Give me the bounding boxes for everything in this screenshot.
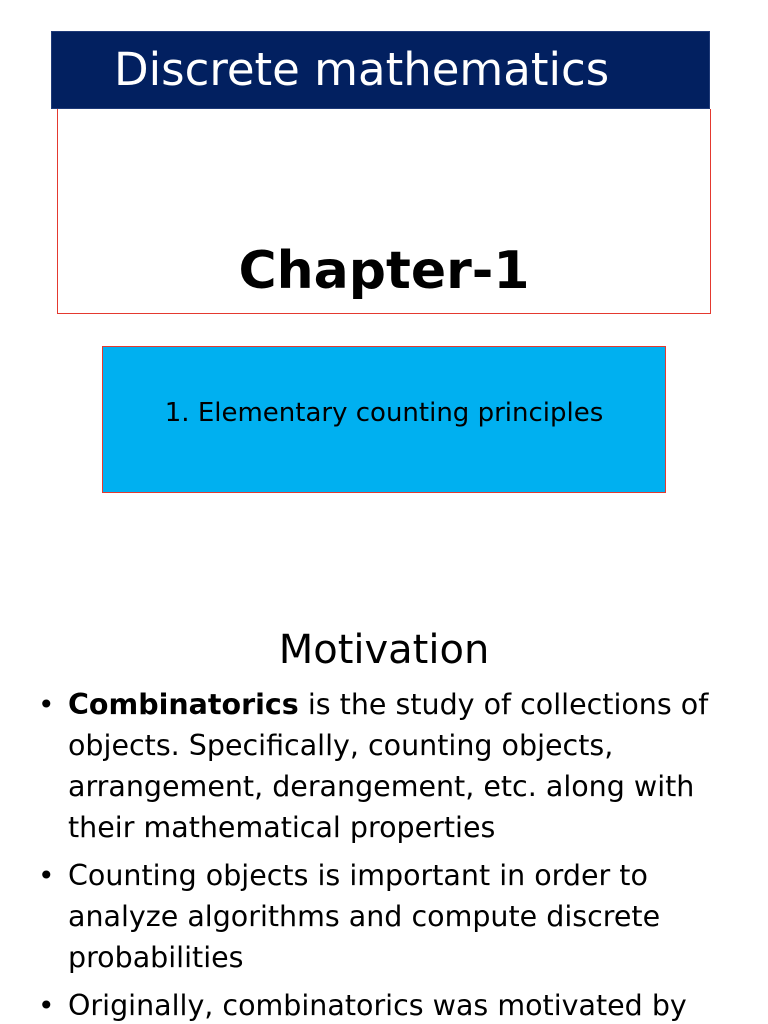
- chapter-box: [57, 109, 711, 314]
- bullet-item: [36, 684, 756, 848]
- bullet-bold-term: Combinatorics: [68, 688, 299, 721]
- title-banner: [51, 31, 710, 109]
- bullet-icon: •: [38, 688, 55, 721]
- bullet-icon: •: [38, 989, 55, 1022]
- bullet-text: Counting objects is important in order to analyze algorithms and compute discrete probabilities: [68, 859, 661, 974]
- section-heading: Motivation: [278, 627, 490, 673]
- bullet-text: is the study of collections of objects. Specifically, counting objects, arrangement, derangement, etc. along with their mathematical properties: [68, 688, 709, 844]
- bullet-icon: •: [38, 859, 55, 892]
- bullet-list: [36, 684, 756, 1024]
- bullet-item: [36, 855, 756, 978]
- bullet-item: [36, 985, 756, 1024]
- topic-box: [102, 346, 666, 493]
- topic-text: 1. Elementary counting principles: [164, 398, 604, 428]
- chapter-title: Chapter-1: [238, 241, 530, 301]
- bullet-text: Originally, combinatorics was motivated by: [68, 989, 687, 1022]
- slide-title: Discrete mathematics: [114, 43, 610, 96]
